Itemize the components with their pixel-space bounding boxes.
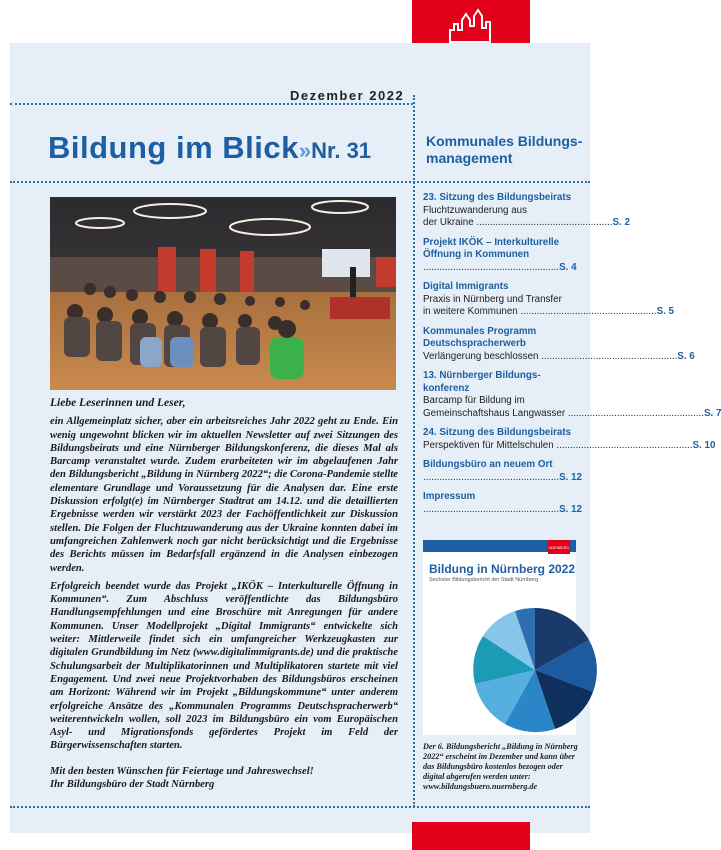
toc-heading: 24. Sitzung des Bildungsbeirats [423,427,572,438]
toc-page-number: S. 5 [656,306,675,317]
report-cover[interactable] [423,540,576,735]
toc-heading: 13. Nürnberger Bildungs-konferenz [423,370,541,394]
letter-greeting: Liebe Leserinnen und Leser, [50,397,186,409]
toc-leader-text [423,306,657,319]
toc-item[interactable] [423,427,716,452]
toc-page-number: S. 12 [559,471,582,483]
toc-page-number: S. 2 [612,217,630,228]
toc-leader-dots: .................................................. [517,306,657,317]
toc-subtitle: Perspektiven für Mittelschulen [423,439,554,451]
cover-title: Bildung in Nürnberg 2022 [429,562,576,576]
toc-item[interactable] [423,237,575,275]
issue-number: Nr. 31 [311,138,372,163]
toc-heading: Projekt IKÖK – Interkulturelle Öffnung in Kommunen [423,236,560,260]
toc-leader-text [423,262,559,275]
cover-subtitle: Sechster Bildungsbericht der Stadt Nürnberg [429,577,539,583]
toc-leader-dots: .................................................. [538,350,678,362]
toc-leader-text [423,472,559,485]
toc-page-line [423,503,582,517]
footer-brand-bar [412,822,530,850]
toc-subtitle: in weitere Kommunen [423,306,518,317]
bottom-rule [10,806,590,808]
toc-item[interactable] [423,192,630,230]
title-text: Bildung im Blick [48,130,299,165]
cover-pie-graphic [423,595,576,735]
toc-leader-dots: .................................................. [423,261,560,273]
toc-page-number: S. 10 [692,439,716,451]
editorial-letter [50,397,398,791]
toc-heading: Bildungsbüro an neuem Ort [423,459,553,470]
toc-heading: Kommunales Programm Deutschspracherwerb [423,325,537,349]
toc-item[interactable] [423,281,675,319]
castle-icon [448,8,494,44]
letter-closing-2: Ihr Bildungsbüro der Stadt Nürnberg [50,779,215,791]
toc-heading: 23. Sitzung des Bildungsbeirats [423,192,572,203]
toc-leader-text [423,408,704,421]
toc-item[interactable] [423,370,721,420]
section-title: Kommunales Bildungsmanagement [426,133,583,166]
top-rule [10,103,413,105]
cover-caption: Der 6. Bildungsbericht „Bildung in Nürnberg 2022“ erscheint im Dezember und kann über das Bildungsbüro kostenlos bezogen oder digital abgerufen werden unter: www.bildungsbuero.nuernberg.de [423,742,578,791]
issue-date: Dezember 2022 [290,88,405,103]
toc-subtitle: der Ukraine [423,217,474,228]
toc-subtitle: Verlängerung beschlossen [423,350,539,362]
toc-leader-dots: .................................................. [473,217,613,228]
toc-page-number: S. 4 [559,261,577,273]
letter-paragraph-2: Erfolgreich beendet wurde das Projekt „IKÖK – Interkulturelle Öffnung in Kommunen“. Zum Abschluss veröffentlichte das Bildungsbüro Handlungsempfehlungen und eine Broschüre mit Anregungen für andere Kommunen. Unser Modellprojekt „Digital Immigrants“ entwickelte sich weiter: Mittlerweile findet sich ein umfangreicher Werkzeugkasten zur digitalen Grundbildung im Netz (www.digitalimmigrants.de) und die praktische Schulungsarbeit der Multiplikatorinnen und Multiplikatoren startete mit viel Engagement. Und zwei neue Projektvorhaben des Bildungsbüros erscheinen am Horizont: Während wir im Projekt „Bildungskommune“ unter anderem erfolgreiche Ansätze des „Kommunalen Programms Deutschspracherwerb“ weiterentwickeln wollen, soll 2023 im Bildungsbüro ein vom Europäischen Asyl- und Migrationsfonds gefördertes Projekt im Feld der Bürgerwissenschaften starten. [50,580,398,752]
toc-page-line [423,350,695,364]
toc-heading: Digital Immigrants [423,281,509,292]
toc-heading: Impressum [423,491,476,502]
toc-line: Barcamp für Bildung im [423,395,525,406]
toc-page-number: S. 7 [703,407,721,419]
table-of-contents [423,192,721,523]
toc-leader-text [423,440,693,453]
toc-subtitle: Gemeinschaftshaus Langwasser [423,407,566,419]
toc-item[interactable] [423,325,695,364]
toc-leader-dots: .................................................. [423,503,560,515]
toc-page-line [423,471,582,485]
toc-page-line [423,407,721,421]
toc-item[interactable] [423,491,582,516]
letter-paragraph-1: ein Allgemeinplatz sicher, aber ein arbeitsreiches Jahr 2022 geht zu Ende. Ein wenig ungewohnt blicken wir im aktuellen Newsletter auf zwei Sitzungen des Bildungsbeirats und eine Nürnberger Bildungskonferenz, die dieses Mal als Barcamp veranstaltet wurde. Zudem erarbeiteten wir im abgelaufenen Jahr den Bildungsbericht „Bildung in Nürnberg 2022“; die Corona-Pandemie stellte elementare Grundlage und Voraussetzung für die Analysen dar. Eine erste Diskussion erfolgt(e) im Nürnberger Stadtrat am 14.12. und die detaillierten Ergebnisse werden wir verstärkt 2023 der Fachöffentlichkeit zur Diskussion stellen. Die Folgen der Fluchtzuwanderung aus der Ukraine konnten dabei im umfangreichen Zahlenwerk noch gar nicht berücksichtigt und die Ergebnisse des Berichts müssen im Bedarfsfall ergänzend in die Analysen einbezogen werden. [50,416,398,574]
newsletter-title [48,130,371,166]
toc-item[interactable] [423,459,582,484]
toc-page-number: S. 12 [559,503,582,515]
toc-line: Praxis in Nürnberg und Transfer [423,293,562,305]
toc-page-number: S. 6 [677,350,695,362]
toc-leader-text [423,217,612,230]
toc-leader-dots: .................................................. [565,407,704,419]
header-rule [10,181,590,183]
title-arrow: » [298,138,312,163]
toc-page-line [423,439,716,453]
toc-leader-text [423,504,559,517]
toc-page-line [423,306,675,319]
letter-closing-1: Mit den besten Wünschen für Feiertage und Jahreswechsel! [50,765,314,777]
toc-leader-dots: .................................................. [423,471,560,483]
cover-logo: NÜRNBERG [548,540,570,554]
toc-line: Fluchtzuwanderung aus [423,204,528,216]
toc-page-line [423,262,575,275]
conference-photo [50,197,396,390]
column-divider [413,95,415,807]
toc-leader-dots: .................................................. [553,439,693,451]
toc-leader-text [423,351,677,364]
toc-page-line [423,217,630,230]
